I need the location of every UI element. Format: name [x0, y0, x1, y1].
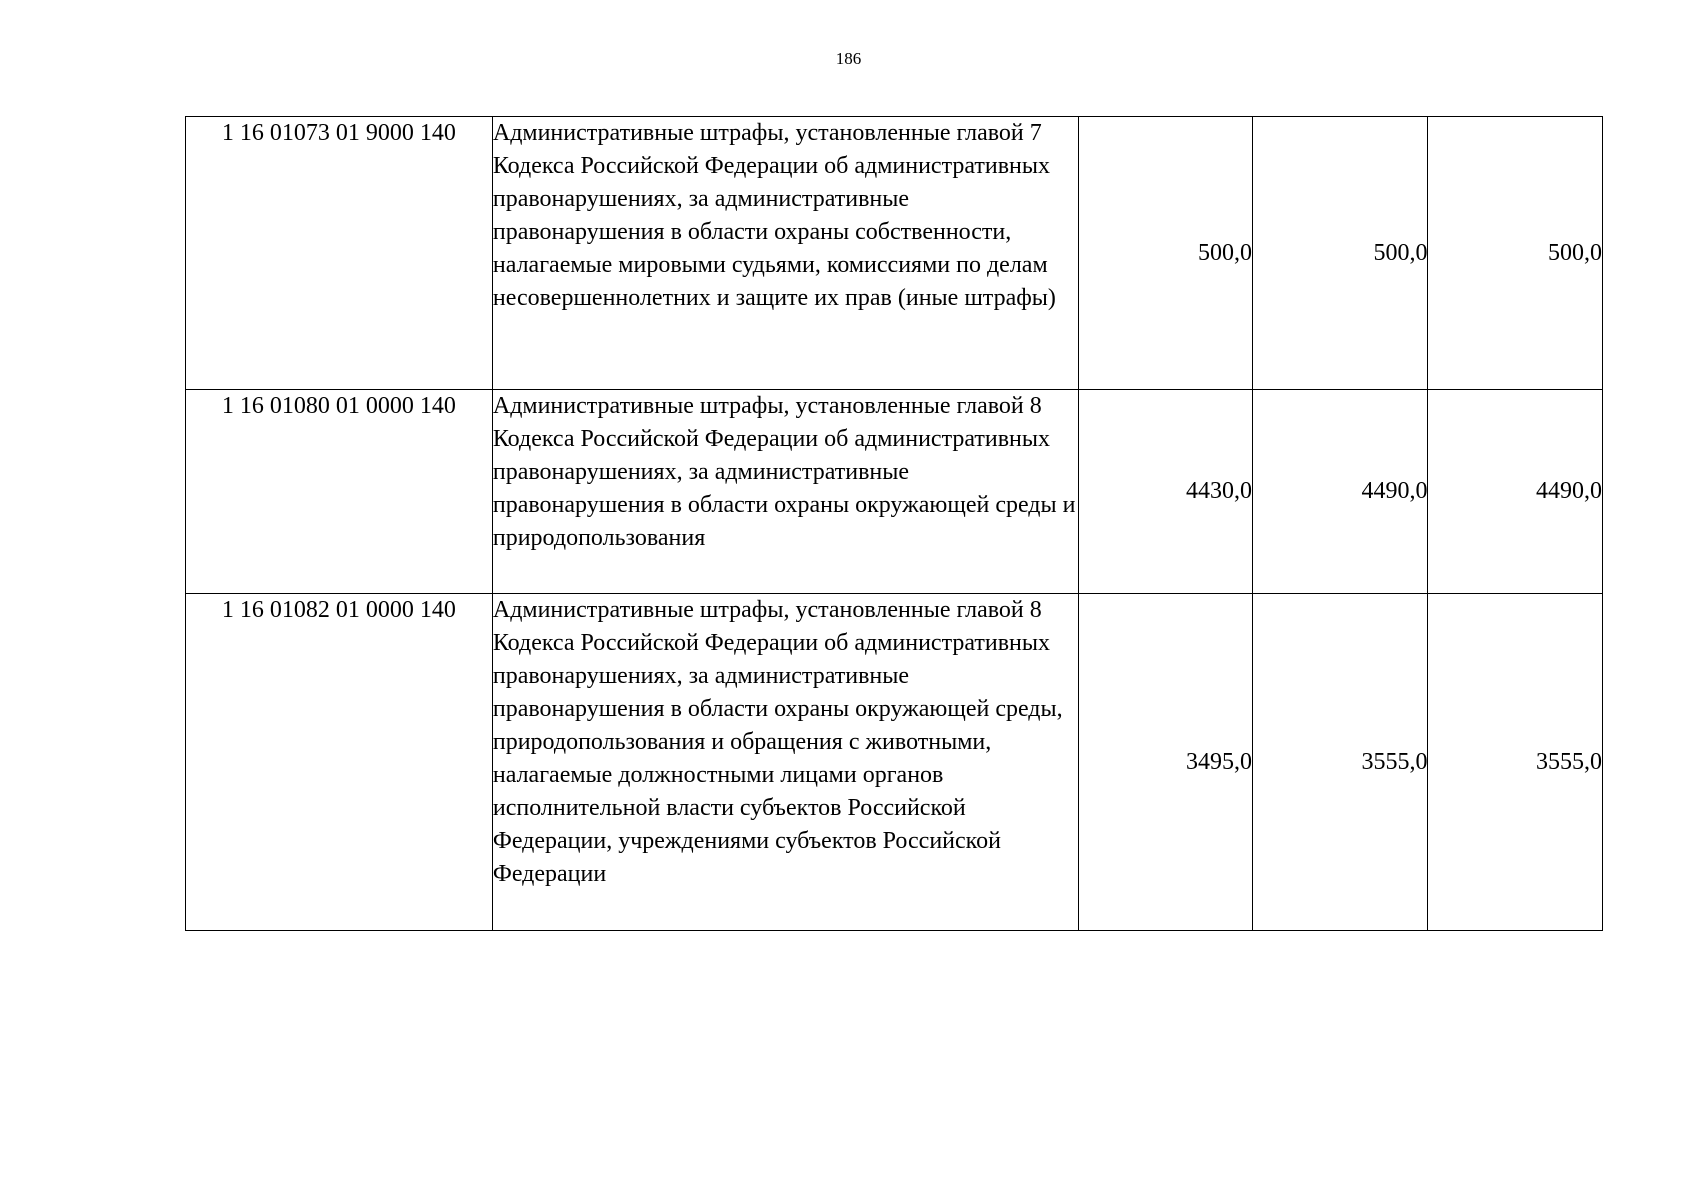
classification-code: 1 16 01082 01 0000 140: [186, 594, 493, 931]
classification-code: 1 16 01080 01 0000 140: [186, 390, 493, 594]
revenue-description: Административные штрафы, установленные главой 8 Кодекса Российской Федерации об административных правонарушениях, за административные правонарушения в области охраны окружающей среды и природопользования: [492, 390, 1078, 594]
amount-year-1: 4430,0: [1078, 390, 1252, 594]
amount-year-2: 3555,0: [1252, 594, 1427, 931]
classification-code: 1 16 01073 01 9000 140: [186, 117, 493, 390]
amount-year-3: 3555,0: [1428, 594, 1603, 931]
table-row: [186, 594, 1603, 931]
amount-year-3: 4490,0: [1428, 390, 1603, 594]
revenue-description: Административные штрафы, установленные главой 8 Кодекса Российской Федерации об административных правонарушениях, за административные правонарушения в области охраны окружающей среды, природопользования и обращения с животными, налагаемые должностными лицами органов исполнительной власти субъектов Российской Федерации, учреждениями субъектов Российской Федерации: [492, 594, 1078, 931]
revenue-description: Административные штрафы, установленные главой 7 Кодекса Российской Федерации об административных правонарушениях, за административные правонарушения в области охраны собственности, налагаемые мировыми судьями, комиссиями по делам несовершеннолетних и защите их прав (иные штрафы): [492, 117, 1078, 390]
revenue-table: [185, 116, 1603, 931]
amount-year-1: 3495,0: [1078, 594, 1252, 931]
page-number: 186: [835, 49, 862, 68]
amount-year-3: 500,0: [1428, 117, 1603, 390]
amount-year-1: 500,0: [1078, 117, 1252, 390]
table-row: [186, 390, 1603, 594]
table-row: [186, 117, 1603, 390]
amount-year-2: 4490,0: [1252, 390, 1427, 594]
amount-year-2: 500,0: [1252, 117, 1427, 390]
